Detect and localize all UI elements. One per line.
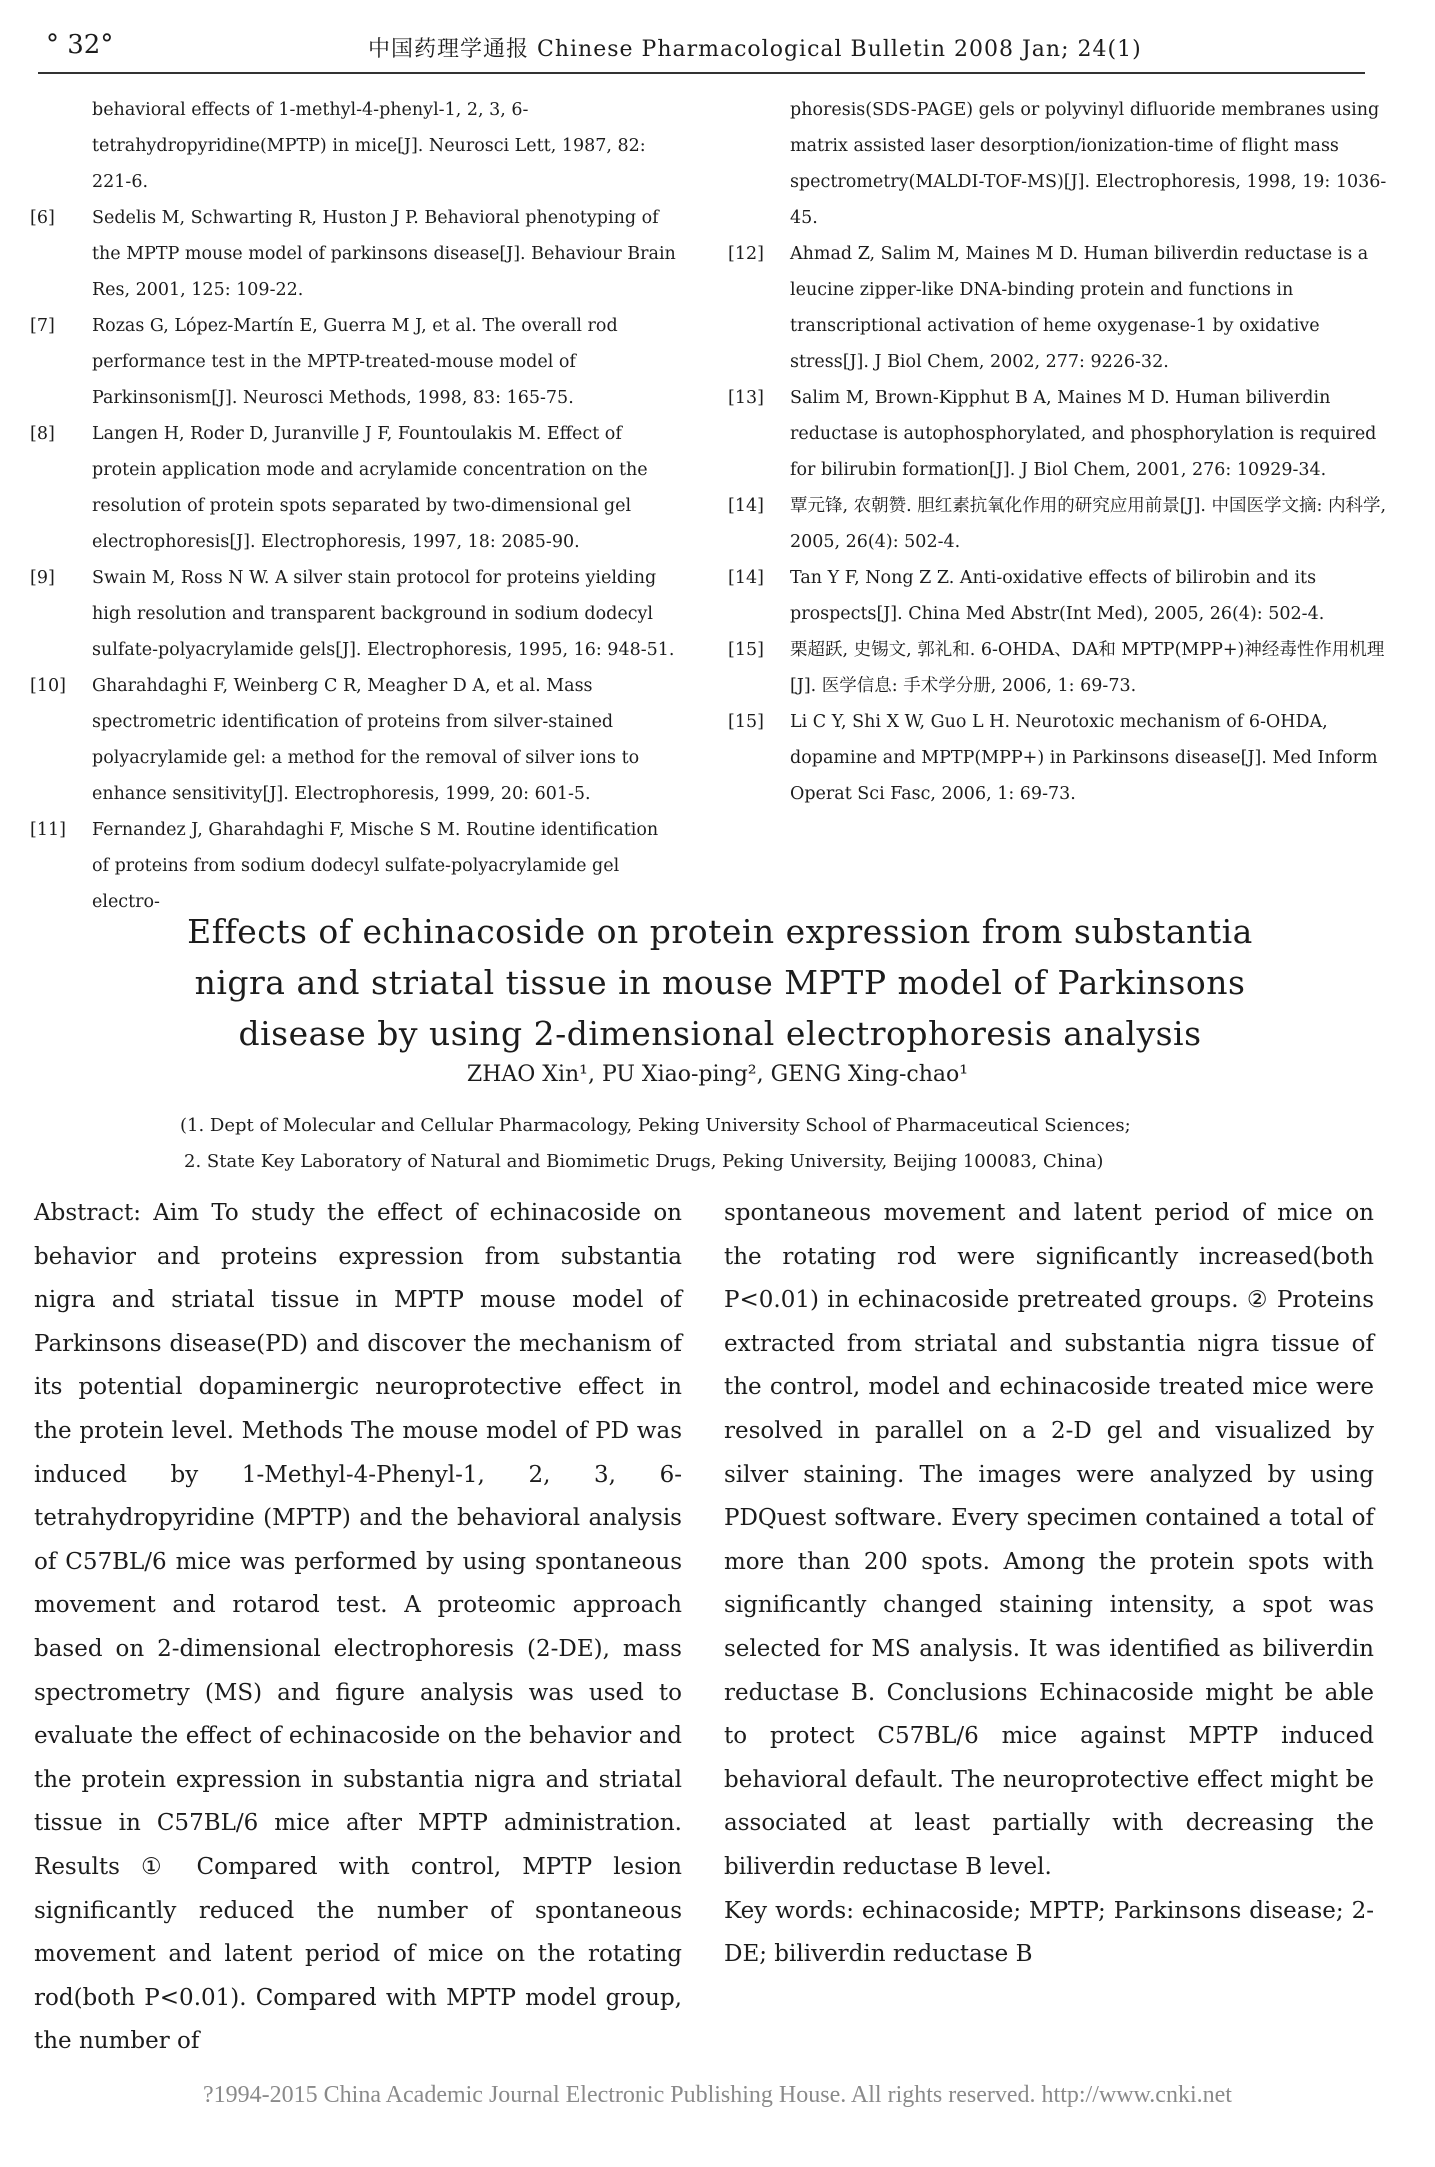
abstract-text-continued: spontaneous movement and latent period of mice on the rotating rod were significantly increased(both P<0.01) in echinacoside pretreated groups. ② Proteins extracted from striatal and substantia nigra tissue of the control, model and echinacoside treated mice were resolved in parallel on a 2-D gel and visualized by silver staining. The images were analyzed by using PDQuest software. Every specimen contained a total of more than 200 spots. Among the protein spots with significantly changed staining intensity, a spot was selected for MS analysis. It was identified as biliverdin reductase B. Conclusions Echinacoside might be able to protect C57BL/6 mice against MPTP induced behavioral default. The neuroprotective effect might be associated at least partially with decreasing the biliverdin reductase B level.	[724, 1200, 1374, 1880]
page-number: ° 32°	[46, 30, 114, 60]
abstract-left-column	[34, 1192, 682, 2064]
journal-info: 中国药理学通报 Chinese Pharmacological Bulletin 2008 Jan; 24(1)	[368, 37, 1142, 62]
references-right-column	[728, 92, 1388, 812]
reference-item: [7] Rozas G, López-Martín E, Guerra M J, et al. The overall rod performance test in the MPTP-treated-mouse model of Parkinsonism[J]. Neurosci Methods, 1998, 83: 165-75.	[30, 316, 618, 408]
affiliations	[180, 1108, 1260, 1180]
reference-item: [9] Swain M, Ross N W. A silver stain protocol for proteins yielding high resolution and transparent background in sodium dodecyl sulfate-polyacrylamide gels[J]. Electrophoresis, 1995, 16: 948-51.	[30, 568, 675, 660]
abstract-text: Abstract: Aim To study the effect of echinacoside on behavior and proteins expression from substantia nigra and striatal tissue in MPTP mouse model of Parkinsons disease(PD) and discover the mechanism of its potential dopaminergic neuroprotective effect in the protein level. Methods The mouse model of PD was induced by 1-Methyl-4-Phenyl-1, 2, 3, 6-tetrahydropyridine (MPTP) and the behavioral analysis of C57BL/6 mice was performed by using spontaneous movement and rotarod test. A proteomic approach based on 2-dimensional electrophoresis (2-DE), mass spectrometry (MS) and figure analysis was used to evaluate the effect of echinacoside on the behavior and the protein expression in substantia nigra and striatal tissue in C57BL/6 mice after MPTP administration. Results ① Compared with control, MPTP lesion significantly reduced the number of spontaneous movement and latent period of mice on the rotating rod(both P<0.01). Compared with MPTP model group, the number of	[34, 1200, 682, 2055]
reference-item: [14] Tan Y F, Nong Z Z. Anti-oxidative effects of bilirobin and its prospects[J]. China Med Abstr(Int Med), 2005, 26(4): 502-4.	[728, 568, 1325, 624]
article-title: Effects of echinacoside on protein expression from substantia nigra and striatal tissue in mouse MPTP model of Parkinsons disease by using 2-dimensional electrophoresis analysis	[187, 912, 1253, 1053]
reference-item: [13] Salim M, Brown-Kipphut B A, Maines M D. Human biliverdin reductase is autophosphorylated, and phosphorylation is required for bilirubin formation[J]. J Biol Chem, 2001, 276: 10929-34.	[728, 388, 1377, 480]
references-left-column	[30, 92, 680, 920]
author-list: ZHAO Xin¹, PU Xiao-ping², GENG Xing-chao¹	[466, 1062, 969, 1087]
reference-item: phoresis(SDS-PAGE) gels or polyvinyl difluoride membranes using matrix assisted laser desorption/ionization-time of flight mass spectrometry(MALDI-TOF-MS)[J]. Electrophoresis, 1998, 19: 1036-45.	[790, 100, 1387, 228]
affiliation-line: (1. Dept of Molecular and Cellular Pharmacology, Peking University School of Pharmaceutical Sciences;	[180, 1115, 1131, 1136]
affiliation-line: 2. State Key Laboratory of Natural and Biomimetic Drugs, Peking University, Beijing 100083, China)	[184, 1151, 1104, 1172]
running-header	[38, 26, 1365, 74]
reference-item: [12] Ahmad Z, Salim M, Maines M D. Human biliverdin reductase is a leucine zipper-like DNA-binding protein and functions in transcriptional activation of heme oxygenase-1 by oxidative stress[J]. J Biol Chem, 2002, 277: 9226-32.	[728, 244, 1369, 372]
reference-item: [14] 覃元锋, 农朝赞. 胆红素抗氧化作用的研究应用前景[J]. 中国医学文摘: 内科学, 2005, 26(4): 502-4.	[728, 496, 1387, 552]
abstract-right-column	[724, 1192, 1374, 1977]
keywords: Key words: echinacoside; MPTP; Parkinsons disease; 2-DE; biliverdin reductase B	[724, 1897, 1374, 1968]
copyright-footer: ?1994-2015 China Academic Journal Electronic Publishing House. All rights reserved. http://www.cnki.net	[203, 2082, 1232, 2108]
reference-item: [6] Sedelis M, Schwarting R, Huston J P. Behavioral phenotyping of the MPTP mouse model of parkinsons disease[J]. Behaviour Brain Res, 2001, 125: 109-22.	[30, 208, 676, 300]
reference-item: [15] 栗超跃, 史锡文, 郭礼和. 6-OHDA、DA和 MPTP(MPP+)神经毒性作用机理[J]. 医学信息: 手术学分册, 2006, 1: 69-73.	[728, 640, 1385, 696]
reference-item: behavioral effects of 1-methyl-4-phenyl-1, 2, 3, 6-tetrahydropyridine(MPTP) in mice[J]. Neurosci Lett, 1987, 82: 221-6.	[92, 100, 646, 192]
reference-item: [8] Langen H, Roder D, Juranville J F, Fountoulakis M. Effect of protein application mode and acrylamide concentration on the resolution of protein spots separated by two-dimensional gel electrophoresis[J]. Electrophoresis, 1997, 18: 2085-90.	[30, 424, 648, 552]
reference-item: [11] Fernandez J, Gharahdaghi F, Mische S M. Routine identification of proteins from sodium dodecyl sulfate-polyacrylamide gel electro-	[30, 820, 659, 912]
reference-item: [15] Li C Y, Shi X W, Guo L H. Neurotoxic mechanism of 6-OHDA, dopamine and MPTP(MPP+) in Parkinsons disease[J]. Med Inform Operat Sci Fasc, 2006, 1: 69-73.	[728, 712, 1378, 804]
reference-item: [10] Gharahdaghi F, Weinberg C R, Meagher D A, et al. Mass spectrometric identification of proteins from silver-stained polyacrylamide gel: a method for the removal of silver ions to enhance sensitivity[J]. Electrophoresis, 1999, 20: 601-5.	[30, 676, 640, 804]
